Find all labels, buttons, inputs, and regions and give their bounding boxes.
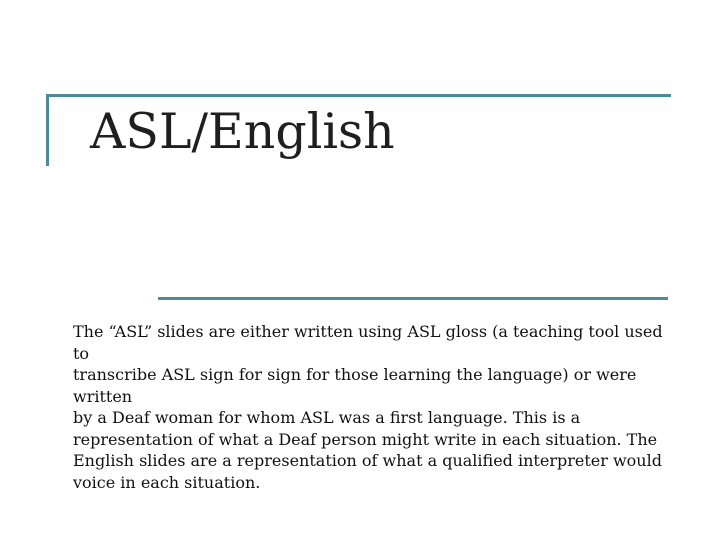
body-line: voice in each situation. <box>73 472 261 492</box>
title-accent-rule-top <box>46 94 671 97</box>
body-line: transcribe ASL sign for sign for those learning the language) or were written <box>73 365 637 406</box>
body-line: The “ASL” slides are either written using ASL gloss (a teaching tool used to <box>73 322 663 363</box>
body-line: by a Deaf woman for whom ASL was a first language. This is a <box>73 408 581 427</box>
title-accent-rule-left <box>46 94 49 166</box>
body-line: English slides are a representation of what a qualified interpreter would <box>73 451 662 470</box>
body-line: representation of what a Deaf person might write in each situation. The <box>73 429 658 449</box>
slide-title: ASL/English <box>90 103 395 160</box>
slide-body <box>73 321 683 493</box>
body-accent-rule <box>158 297 668 300</box>
